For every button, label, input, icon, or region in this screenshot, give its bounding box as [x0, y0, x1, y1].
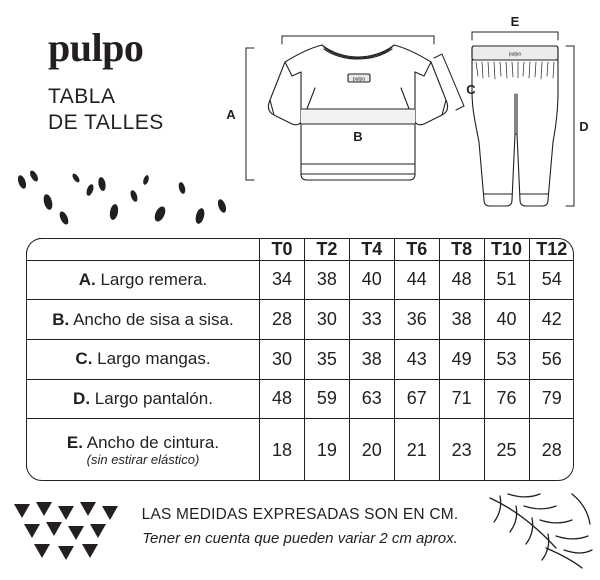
- cell-c-t12: 56: [529, 339, 574, 379]
- cell-d-t12: 79: [529, 379, 574, 419]
- cell-b-t4: 33: [349, 300, 394, 340]
- cell-a-t10: 51: [484, 260, 529, 300]
- table-header-t6: T6: [394, 239, 439, 261]
- table-header-row: [27, 239, 575, 261]
- cell-e-t0: 18: [260, 419, 305, 481]
- garment-illustration-svg: [210, 14, 590, 229]
- cell-a-t0: 34: [260, 260, 305, 300]
- cell-d-t10: 76: [484, 379, 529, 419]
- callout-letter-a: A: [226, 107, 236, 122]
- footer-line-1: LAS MEDIDAS EXPRESADAS SON EN CM.: [141, 506, 459, 523]
- cell-c-t0: 30: [260, 339, 305, 379]
- row-letter-c: C.: [75, 349, 93, 369]
- row-text-d: Largo pantalón.: [94, 388, 213, 408]
- cell-e-t4: 20: [349, 419, 394, 481]
- cell-c-t10: 53: [484, 339, 529, 379]
- row-label-e: [27, 419, 260, 481]
- row-text-a: Largo remera.: [100, 269, 208, 289]
- garment-illustration: [210, 14, 590, 229]
- size-table-container: [26, 238, 574, 481]
- cell-d-t0: 48: [260, 379, 305, 419]
- cell-c-t8: 49: [439, 339, 484, 379]
- row-label-d: [27, 379, 260, 419]
- cell-e-t2: 19: [304, 419, 349, 481]
- table-row: [27, 419, 575, 481]
- table-header-t10: T10: [484, 239, 529, 261]
- cell-c-t2: 35: [304, 339, 349, 379]
- callout-letter-d: D: [579, 119, 589, 134]
- table-header-t8: T8: [439, 239, 484, 261]
- brand-name: pulpo: [48, 25, 144, 70]
- cell-c-t4: 38: [349, 339, 394, 379]
- page-title-line1: TABLA: [48, 85, 116, 108]
- cell-b-t6: 36: [394, 300, 439, 340]
- table-header-t2: T2: [304, 239, 349, 261]
- table-header-t4: T4: [349, 239, 394, 261]
- cell-a-t12: 54: [529, 260, 574, 300]
- cell-b-t10: 40: [484, 300, 529, 340]
- cell-b-t2: 30: [304, 300, 349, 340]
- decorative-dots: [10, 168, 240, 238]
- cell-d-t8: 71: [439, 379, 484, 419]
- row-text-c: Largo mangas.: [97, 349, 211, 369]
- table-row: [27, 339, 575, 379]
- footer: [0, 506, 600, 547]
- cell-d-t6: 67: [394, 379, 439, 419]
- cell-b-t12: 42: [529, 300, 574, 340]
- cell-a-t4: 40: [349, 260, 394, 300]
- table-header-t12: T12: [529, 239, 574, 261]
- table-row: [27, 260, 575, 300]
- cell-d-t4: 63: [349, 379, 394, 419]
- pants-tag-text: pulpo: [508, 51, 522, 58]
- cell-a-t2: 38: [304, 260, 349, 300]
- row-text-b: Ancho de sisa a sisa.: [73, 309, 234, 329]
- cell-e-t10: 25: [484, 419, 529, 481]
- callout-letter-e: E: [510, 14, 520, 29]
- table-corner-cell: [27, 239, 260, 261]
- cell-e-t8: 23: [439, 419, 484, 481]
- cell-b-t8: 38: [439, 300, 484, 340]
- table-row: [27, 300, 575, 340]
- row-note-e: (sin estirar elástico): [86, 452, 200, 468]
- callout-letter-c: C: [466, 82, 476, 97]
- decorative-dots-svg: [10, 168, 240, 238]
- page-title-line2: DE TALLES: [48, 111, 164, 135]
- cell-a-t6: 44: [394, 260, 439, 300]
- cell-e-t6: 21: [394, 419, 439, 481]
- footer-line-2: Tener en cuenta que pueden variar 2 cm aprox.: [142, 530, 458, 547]
- row-text-e: Ancho de cintura.: [86, 433, 220, 453]
- table-header-t0: T0: [260, 239, 305, 261]
- cell-e-t12: 28: [529, 419, 574, 481]
- shirt-tag-text: pulpo: [352, 76, 366, 83]
- cell-c-t6: 43: [394, 339, 439, 379]
- size-table: [26, 238, 574, 481]
- row-label-b: [27, 300, 260, 340]
- row-label-a: [27, 260, 260, 300]
- row-letter-a: A.: [78, 269, 96, 289]
- row-letter-b: B.: [52, 309, 70, 329]
- row-letter-d: D.: [73, 388, 91, 408]
- cell-b-t0: 28: [260, 300, 305, 340]
- callout-letter-b: B: [353, 129, 363, 144]
- row-letter-e: E.: [66, 433, 83, 453]
- table-row: [27, 379, 575, 419]
- cell-a-t8: 48: [439, 260, 484, 300]
- cell-d-t2: 59: [304, 379, 349, 419]
- row-label-c: [27, 339, 260, 379]
